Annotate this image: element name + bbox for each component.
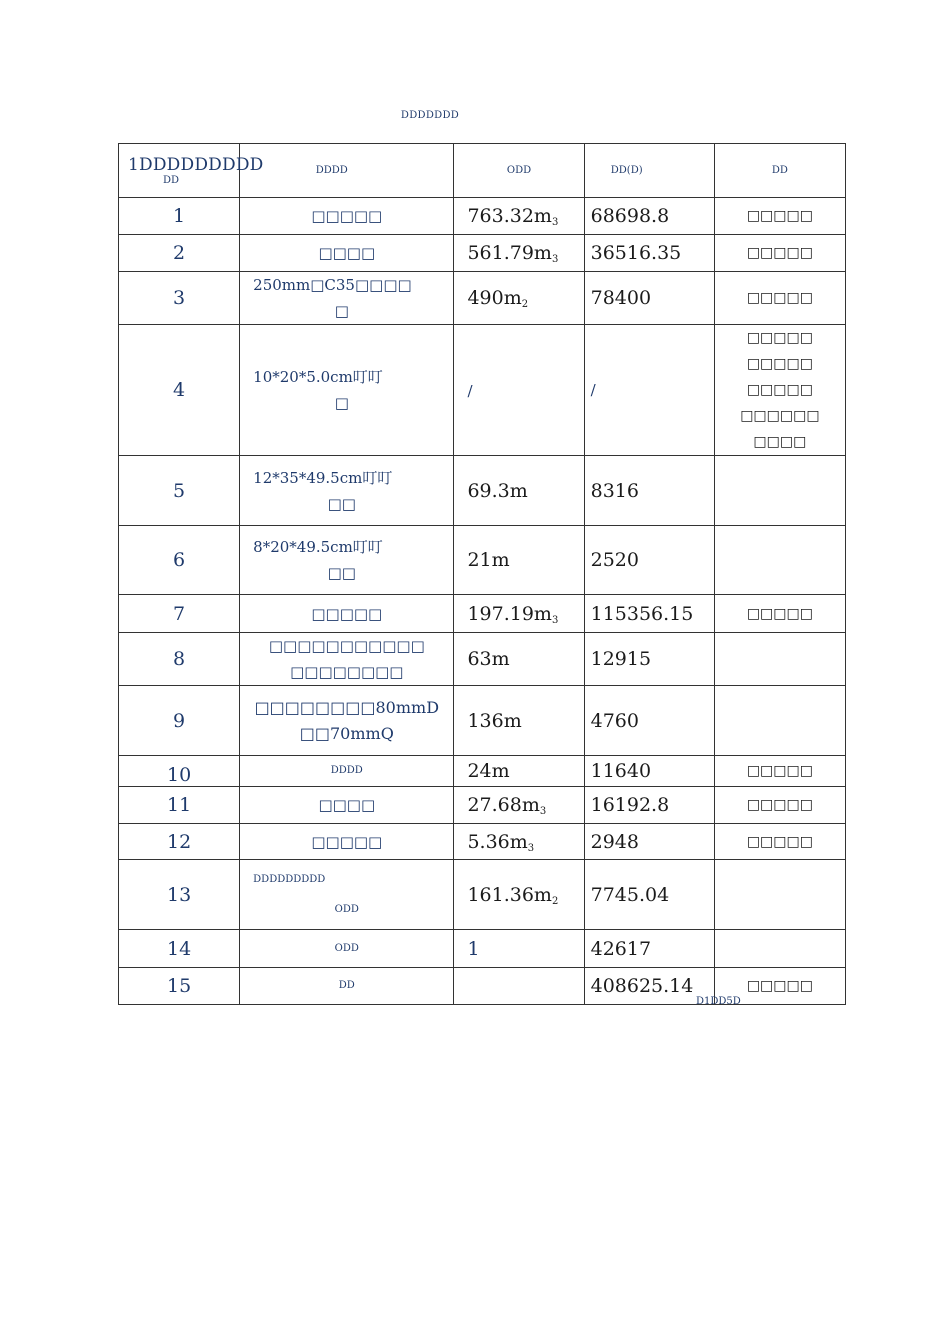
row-quantity (454, 930, 584, 968)
row-quantity-value: 63m (467, 648, 510, 670)
row-quantity (454, 968, 584, 1005)
row-amount: 408625.14 (584, 968, 714, 1005)
row-name-line: ODD (334, 903, 359, 915)
row-remark-line: □□□□□ (746, 330, 813, 346)
row-remark-line: □□□□□ (746, 833, 813, 850)
header-number (119, 144, 264, 198)
row-name-line: ODD (334, 942, 359, 954)
row-quantity (454, 235, 584, 272)
row-amount: 42617 (584, 930, 714, 968)
row-name-line: 12*35*49.5cm叮叮 (253, 468, 393, 487)
row-remark (714, 526, 845, 595)
table-row (119, 686, 846, 756)
row-quantity (454, 456, 584, 526)
row-unit-exponent: 3 (551, 217, 559, 228)
row-name-line: □□70mmQ (299, 723, 394, 743)
row-amount: / (584, 325, 714, 456)
row-name-line: □□□□□ (311, 604, 383, 623)
row-name-line: □ (334, 394, 349, 412)
table-row (119, 272, 846, 325)
row-name (240, 235, 454, 272)
row-quantity (454, 860, 584, 930)
row-quantity (454, 595, 584, 633)
row-name (240, 198, 454, 235)
table-row (119, 526, 846, 595)
row-quantity-value: 69.3m (467, 479, 528, 502)
row-quantity (454, 824, 584, 860)
row-remark (714, 272, 845, 325)
header-name: DDDD (240, 144, 454, 198)
row-unit-exponent: 2 (521, 299, 529, 310)
row-remark-line: □□□□□ (746, 605, 813, 622)
row-remark-line: □□□□ (753, 434, 807, 450)
row-remark-line: □□□□□ (746, 382, 813, 398)
row-name-line: 8*20*49.5cm叮叮 (253, 538, 383, 556)
row-quantity-value: 490m (467, 287, 522, 309)
row-remark (714, 930, 845, 968)
row-number: 15 (119, 968, 240, 1005)
row-name (240, 456, 454, 526)
row-name (240, 756, 454, 787)
row-amount: 68698.8 (584, 198, 714, 235)
quantities-table (118, 143, 846, 1005)
row-remark (714, 325, 845, 456)
row-name-line: □□□□ (318, 796, 376, 814)
row-name-line: 250mm□C35□□□□ (253, 276, 412, 294)
row-remark (714, 595, 845, 633)
row-remark-line: □□□□□ (746, 290, 813, 306)
row-quantity-value: 763.32m (467, 205, 552, 227)
row-quantity-value: 24m (467, 760, 510, 782)
row-name-line: □ (334, 302, 349, 320)
row-name (240, 968, 454, 1005)
row-remark-line: □□□□□ (746, 978, 813, 994)
row-name (240, 860, 454, 930)
document-title: DDDDDDD (400, 110, 460, 121)
row-name (240, 930, 454, 968)
table-row (119, 595, 846, 633)
table-row (119, 325, 846, 456)
row-quantity (454, 272, 584, 325)
row-quantity-value: / (467, 382, 473, 400)
table-row (119, 633, 846, 686)
row-quantity (454, 686, 584, 756)
row-unit-exponent: 3 (551, 254, 559, 265)
row-name-line: □□□□□ (311, 207, 383, 225)
row-name (240, 633, 454, 686)
row-amount: 2948 (584, 824, 714, 860)
table-body (119, 198, 846, 1005)
row-number: 8 (119, 633, 240, 686)
table-row (119, 756, 846, 787)
row-name (240, 686, 454, 756)
row-number: 3 (119, 272, 240, 325)
row-number: 2 (119, 235, 240, 272)
row-number: 12 (119, 824, 240, 860)
row-name-line: □□□□□□□□□□□ (268, 637, 425, 655)
row-number: 5 (119, 456, 240, 526)
header-number-line1: 1DDDDDDDDD (128, 154, 264, 175)
row-number: 7 (119, 595, 240, 633)
row-amount: 16192.8 (584, 787, 714, 824)
row-name-line: □□ (327, 494, 356, 513)
row-remark (714, 686, 845, 756)
row-amount: 12915 (584, 633, 714, 686)
row-remark-line: □□□□□ (746, 797, 813, 813)
row-name-line: 10*20*5.0cm叮叮 (253, 368, 383, 386)
row-name-line: DDDD (330, 765, 363, 776)
row-number: 11 (119, 787, 240, 824)
row-name (240, 787, 454, 824)
row-remark (714, 235, 845, 272)
row-name-line: □□□□ (318, 244, 376, 262)
row-amount: 115356.15 (584, 595, 714, 633)
row-quantity-value: 5.36m (467, 830, 528, 853)
row-name (240, 325, 454, 456)
row-unit-exponent: 3 (539, 806, 547, 817)
row-quantity (454, 198, 584, 235)
row-remark-line: □□□□□ (746, 245, 813, 261)
row-quantity-value: 161.36m (467, 883, 552, 906)
row-number: 10 (119, 756, 240, 787)
row-remark (714, 456, 845, 526)
row-amount: 4760 (584, 686, 714, 756)
row-amount: 8316 (584, 456, 714, 526)
row-remark-line: □□□□□□ (740, 408, 820, 424)
table-row (119, 930, 846, 968)
row-number: 13 (119, 860, 240, 930)
table-row (119, 824, 846, 860)
row-name (240, 595, 454, 633)
header-amount: DD(D) (584, 144, 714, 198)
row-name-line: DD (338, 980, 355, 991)
table-header-row (119, 144, 846, 198)
row-quantity (454, 526, 584, 595)
row-name-line: □□□□□ (311, 832, 383, 851)
row-number: 9 (119, 686, 240, 756)
row-remark (714, 633, 845, 686)
table-row (119, 235, 846, 272)
row-quantity (454, 756, 584, 787)
row-number: 4 (119, 325, 240, 456)
row-amount: 2520 (584, 526, 714, 595)
row-number: 14 (119, 930, 240, 968)
row-unit-exponent: 3 (551, 614, 559, 626)
header-quantity: ODD (454, 144, 584, 198)
row-remark (714, 860, 845, 930)
row-name-line: DDDDDDDDD (253, 873, 326, 885)
row-quantity-value: 1 (467, 937, 480, 960)
table-row (119, 456, 846, 526)
row-amount: 7745.04 (584, 860, 714, 930)
row-quantity-value: 136m (467, 709, 522, 732)
row-remark (714, 756, 845, 787)
row-remark-line: □□□□□ (746, 356, 813, 372)
row-name-line: □□□□□□□□ (290, 663, 404, 681)
row-amount: 11640 (584, 756, 714, 787)
row-quantity-value: 561.79m (467, 242, 552, 264)
row-name (240, 272, 454, 325)
row-unit-exponent: 2 (551, 895, 559, 907)
row-name-line: □□ (327, 564, 356, 582)
row-quantity (454, 633, 584, 686)
row-remark (714, 824, 845, 860)
row-amount: 36516.35 (584, 235, 714, 272)
row-remark (714, 198, 845, 235)
row-name (240, 824, 454, 860)
row-name-line: □□□□□□□□80mmD (254, 697, 440, 717)
row-remark (714, 787, 845, 824)
row-name (240, 526, 454, 595)
row-quantity (454, 325, 584, 456)
header-number-line2: DD (163, 174, 180, 186)
row-quantity-value: 21m (467, 549, 510, 571)
table-row (119, 198, 846, 235)
row-quantity-value: 27.68m (467, 794, 540, 816)
row-remark-line: □□□□□ (746, 763, 813, 779)
row-quantity-value: 197.19m (467, 602, 552, 625)
table-row (119, 787, 846, 824)
header-remark: DD (714, 144, 845, 198)
row-unit-exponent: 3 (527, 842, 535, 854)
row-amount: 78400 (584, 272, 714, 325)
page-footer: D1DD5D (696, 996, 741, 1007)
row-number: 6 (119, 526, 240, 595)
table-row (119, 860, 846, 930)
row-number: 1 (119, 198, 240, 235)
row-quantity (454, 787, 584, 824)
row-remark-line: □□□□□ (746, 208, 813, 224)
